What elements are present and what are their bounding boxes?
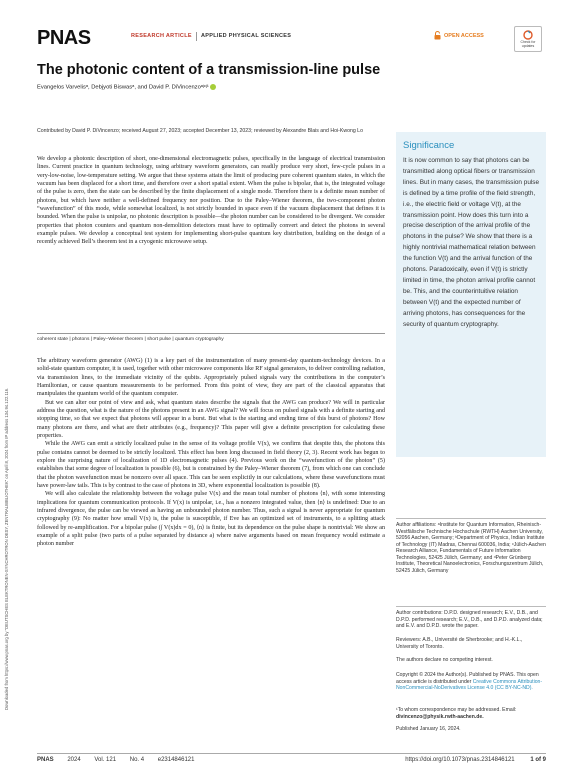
correspondence — [396, 707, 546, 720]
body-paragraph: We will also calculate the relationship between the voltage pulse V(x) and the mean total number of photons ⟨n⟩, with some interesting implications for quantum communication protocols. If V(x) is unipolar, i.e., has a nonzero integrated value, then ⟨n⟩ is undefined: Due to an infrared divergence, the pulse can be viewed as having an unbounded photon number. Thus, such a signal is never appropriate for quantum cryptography (9): No matter how small V(x) is, the pulse is susceptible, if Eve has an optimized set of instruments, to a splitting attack followed by re-amplification. For a bipolar pulse (∫ V(x)dx = 0), ⟨n⟩ is finite, but its dependence on the pulse shape is nontrivial: We show an example of a split pulse (two parts of a pulse separated by distance a) where naive arguments based on mean frequency would estimate a photon number — [37, 491, 385, 548]
download-watermark — [2, 150, 12, 710]
body-paragraph: The arbitrary waveform generator (AWG) (1) is a key part of the instrumentation of many present-day quantum-technology devices. In a solid-state quantum computer, it is used, together with other microwave components like RF signal generators, to deliver controlling radiation, via transmission lines, to the immediate vicinity of the qubits. Appropriately pulsed signals vary the contributions in the computer’s Hamiltonian, or cause quantum measurements to be performed. From this point of view, they are part of the classical apparatus that manipulates the quantum world of the quantum computer. — [37, 358, 385, 398]
article-type: RESEARCH ARTICLE — [131, 33, 192, 39]
open-lock-icon — [434, 31, 441, 40]
authors-text: Evangelos Varvelisᵃ, Debjyoti Biswasᵃ, and David P. DiVincenzoᵃʲᶜʲ¹ — [37, 84, 209, 91]
abstract — [37, 155, 385, 247]
sidenote-divider — [396, 606, 546, 607]
correspondence-email[interactable]: divincenzo@physik.rwth-aachen.de. — [396, 713, 484, 720]
body-paragraph: While the AWG can emit a strictly localized pulse in the sense of its voltage profile V(x), we confirm that despite this, the photons this pulse contains cannot be deemed to be strictly localized. This effect has been long discussed in field theory (2, 3). Recent work has begun to explore the surprising nature of localization of 1D electromagnetic pulses (4). Previous work on the “wavefunction of the photon” (5) establishes that some degree of localization is possible (6), but is constrained by the Paley–Wiener theorem (7), from which one can conclude that the photon wavefunction must be nonzero over all space. This can be seen explicitly in our calculations, where these wavefunctions must have power-law tails. This is by contrast to the case of photons in 3D, where exponential localization is possible (8). — [37, 441, 385, 489]
footer-issue: No. 4 — [129, 757, 145, 763]
body-text — [37, 357, 385, 549]
orcid-icon[interactable] — [210, 84, 216, 90]
abstract-text: We develop a photonic description of short, one-dimensional electromagnetic pulses, specifically in the language of electrical transmission lines. Current practice in quantum technology, using arbitrary waveform generators, can readily produce very short, few-cycle pulses in a very-low-noise, low-temperature setting. We argue that these systems attain the limit of producing pure coherent quantum states, in which the vacuum has been displaced for a short time, and therefore over a short spatial extent. When the pulse is bipolar, that is, the integrated voltage of the pulse is zero, then the state can be described by the finite displacement of a single mode. Therefore there is a definite mean number of photons, but which have neither a well-defined frequency nor position. Due to the Paley–Wiener theorem, the two-component photon “wavefunction” of this mode, while somewhat localized, is not strictly bounded in space even if the vacuum displacement that defines it is bounded. When the pulse is unipolar, no photonic description is possible—the photon number can be considered to be divergent. We consider properties that photon counters and quantum non-demolition detectors must have to optimally convert and detect the photons in several example pulses. We develop a conceptual test system for implementing short-pulse quantum key distribution, building on the design of a recently achieved Bell’s theorem test in a cryogenic microwave setup. — [37, 156, 385, 246]
footer-citation — [37, 757, 206, 763]
copyright-text: Copyright © 2024 the Author(s). Published by PNAS. This open access article is distributed under — [396, 672, 539, 685]
footer-right — [405, 757, 546, 763]
copyright-notice — [396, 672, 546, 692]
keywords: coherent state | photons | Paley–Wiener theorem | short pulse | quantum cryptography — [37, 337, 224, 342]
footer-volume: Vol. 121 — [94, 757, 117, 763]
correspondence-text: ¹To whom correspondence may be addressed. Email: — [396, 707, 517, 713]
sidenote-divider — [396, 518, 546, 519]
page-footer — [37, 757, 546, 763]
competing-interest: The authors declare no competing interest. — [396, 657, 493, 663]
check-updates-label: Check for updates — [520, 40, 536, 48]
author-affiliations: Author affiliations: ᵃInstitute for Quantum Information, Rheinisch-Westfälische Technische Hochschule (RWTH) Aachen University, 52056 Aachen, Germany; ᵇDepartment of Physics, Indian Institute of Technology (IT) Madras, Chennai 600036, India; ᶜJülich-Aachen Research Alliance, Fundamentals of Future Information Technologies, 52425 Jülich, Germany; and ᵈPeter Grünberg Institute, Theoretical Nanoelectronics, Forschungszentrum Jülich, 52425 Jülich, Germany — [396, 522, 546, 574]
header-divider — [196, 32, 197, 41]
journal-logo: PNAS — [37, 27, 91, 49]
license-link[interactable]: Creative Commons Attribution-NonCommercial-NoDerivatives License 4.0 (CC BY-NC-ND). — [396, 678, 543, 691]
open-access-badge[interactable] — [434, 31, 484, 40]
significance-title: Significance — [403, 140, 455, 151]
author-contributions: Author contributions: D.P.D. designed research; E.V., D.B., and D.P.D. performed research; E.V., D.B., and D.P.D. analyzed data; and E.V. and D.P.D. wrote the paper. — [396, 610, 543, 629]
footer-doi-link[interactable]: https://doi.org/10.1073/pnas.2314846121 — [405, 757, 515, 763]
article-title: The photonic content of a transmission-line pulse — [37, 62, 381, 78]
article-section: APPLIED PHYSICAL SCIENCES — [201, 33, 292, 39]
open-access-label: OPEN ACCESS — [444, 32, 484, 39]
footer-year: 2024 — [67, 757, 81, 763]
keywords-divider — [37, 333, 385, 334]
footer-article-id: e2314846121 — [157, 757, 195, 763]
footer-journal: PNAS — [37, 757, 54, 763]
published-date: Published January 16, 2024. — [396, 726, 461, 732]
contributed-line: Contributed by David P. DiVincenzo; received August 27, 2023; accepted December 13, 2023; reviewed by Alexandre Blais and Hoi-Kwong Lo — [37, 128, 363, 134]
page-number: 1 of 9 — [530, 757, 546, 763]
check-updates-button[interactable] — [514, 26, 542, 52]
body-paragraph: But we can alter our point of view and ask, what quantum states describe the signals that the AWG can produce? We will in particular address the question, what is the nature of the photons present in an AWG signal? We will focus on pulsed signals with a definite starting and stopping time, so that we expect that photons will appear in a burst. But what is the starting and ending time of this burst of photons? How many photons are there, and what are their attributes (e.g., frequency)? This paper will give a definite prescription for calculating these properties. — [37, 399, 385, 439]
reviewers: Reviewers: A.B., Université de Sherbrooke; and H.-K.L., University of Toronto. — [396, 637, 523, 650]
refresh-icon — [523, 30, 533, 40]
significance-text: It is now common to say that photons can be transmitted along optical fibers or transmission lines. But in many cases, the transmission pulse is defined by a time profile of the field strength, i.e., the electric field or voltage V(t), at the transmission point. How does this turn into a precise description of the arrival profile of the photons in the pulse? We show that there is a highly nontrivial mathematical relation between the function V(t) and the arrival function of the photons. Paradoxically, even if V(t) is strictly limited in time, the photon arrival profile cannot be. This, and the counterintuitive relation between V(t) and the expected number of arriving photons, has consequences for the security of quantum cryptography. — [403, 157, 540, 328]
author-list — [37, 84, 537, 91]
download-watermark-text: Downloaded from https://www.pnas.org by "DEUTSCHES ELEKTRONEN-SYNCHROTRON DESY, ZENTRALBIBLIOTHEK" on April 8, 2024 from IP address 134.94.122.116. — [4, 387, 9, 710]
footer-divider — [37, 753, 546, 754]
